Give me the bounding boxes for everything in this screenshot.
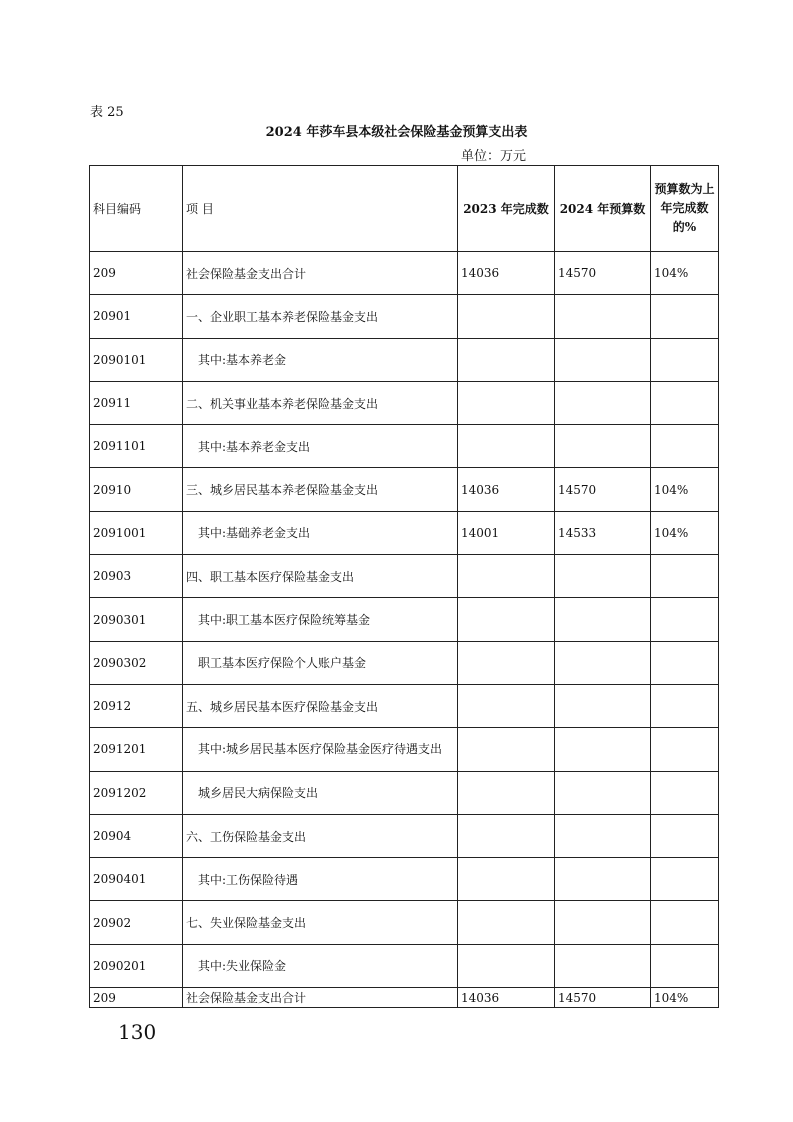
table-row	[90, 555, 719, 598]
row-completed-2023: 14001	[458, 511, 555, 554]
row-code: 209	[90, 988, 183, 1008]
table-row	[90, 252, 719, 295]
row-code: 2091201	[90, 728, 183, 771]
row-ratio	[651, 728, 719, 771]
row-item: 二、机关事业基本养老保险基金支出	[183, 381, 458, 424]
row-item-text: 其中:工伤保险待遇	[198, 872, 299, 887]
row-item	[183, 728, 458, 771]
row-completed-2023	[458, 858, 555, 901]
row-completed-2023	[458, 555, 555, 598]
row-item: 七、失业保险基金支出	[183, 901, 458, 944]
row-budget-2024: 14570	[555, 988, 651, 1008]
header-code: 科目编码	[90, 166, 183, 252]
table-row	[90, 381, 719, 424]
row-budget-2024	[555, 641, 651, 684]
row-item	[183, 944, 458, 987]
row-ratio	[651, 814, 719, 857]
row-budget-2024	[555, 728, 651, 771]
row-code: 20911	[90, 381, 183, 424]
row-completed-2023	[458, 381, 555, 424]
row-completed-2023: 14036	[458, 468, 555, 511]
row-completed-2023	[458, 338, 555, 381]
row-completed-2023	[458, 901, 555, 944]
table-row	[90, 901, 719, 944]
row-code: 2090401	[90, 858, 183, 901]
table-row	[90, 988, 719, 1008]
row-code: 20904	[90, 814, 183, 857]
row-completed-2023	[458, 425, 555, 468]
row-budget-2024	[555, 771, 651, 814]
table-header-row	[90, 166, 719, 252]
row-item-text: 其中:基本养老金	[198, 353, 287, 368]
row-code: 209	[90, 252, 183, 295]
row-code: 20912	[90, 684, 183, 727]
row-completed-2023: 14036	[458, 988, 555, 1008]
row-ratio	[651, 381, 719, 424]
row-item: 社会保险基金支出合计	[183, 252, 458, 295]
row-item	[183, 641, 458, 684]
unit-label: 单位：万元	[461, 149, 527, 164]
row-budget-2024	[555, 944, 651, 987]
row-item	[183, 771, 458, 814]
row-ratio	[651, 684, 719, 727]
row-budget-2024	[555, 684, 651, 727]
table-row	[90, 468, 719, 511]
table-row	[90, 511, 719, 554]
row-completed-2023	[458, 944, 555, 987]
row-code: 20901	[90, 295, 183, 338]
row-ratio	[651, 338, 719, 381]
row-budget-2024	[555, 425, 651, 468]
header-budget-2024: 2024 年预算数	[555, 166, 651, 252]
row-ratio	[651, 901, 719, 944]
row-budget-2024	[555, 858, 651, 901]
row-ratio: 104%	[651, 252, 719, 295]
row-code: 20902	[90, 901, 183, 944]
row-item-text: 其中:基础养老金支出	[198, 526, 311, 541]
row-item: 社会保险基金支出合计	[183, 988, 458, 1008]
row-item	[183, 338, 458, 381]
header-item: 项 目	[183, 166, 458, 252]
row-code: 2090101	[90, 338, 183, 381]
row-code: 2091001	[90, 511, 183, 554]
row-completed-2023	[458, 814, 555, 857]
row-completed-2023	[458, 641, 555, 684]
row-item: 四、职工基本医疗保险基金支出	[183, 555, 458, 598]
row-ratio	[651, 555, 719, 598]
table-row	[90, 641, 719, 684]
row-ratio: 104%	[651, 988, 719, 1008]
row-item-text: 职工基本医疗保险个人账户基金	[198, 656, 367, 671]
budget-expenditure-table	[89, 165, 719, 1008]
row-item: 三、城乡居民基本养老保险基金支出	[183, 468, 458, 511]
row-ratio	[651, 944, 719, 987]
header-ratio: 预算数为上年完成数的%	[651, 166, 719, 252]
row-ratio	[651, 425, 719, 468]
row-ratio: 104%	[651, 511, 719, 554]
row-code: 2090201	[90, 944, 183, 987]
header-completed-2023: 2023 年完成数	[458, 166, 555, 252]
row-budget-2024	[555, 901, 651, 944]
row-code: 20910	[90, 468, 183, 511]
table-row	[90, 944, 719, 987]
row-code: 2090302	[90, 641, 183, 684]
row-ratio: 104%	[651, 468, 719, 511]
table-row	[90, 728, 719, 771]
row-item-text: 其中:城乡居民基本医疗保险基金医疗待遇支出	[198, 741, 443, 756]
row-completed-2023	[458, 728, 555, 771]
row-completed-2023	[458, 684, 555, 727]
table-row	[90, 598, 719, 641]
page-title: 2024 年莎车县本级社会保险基金预算支出表	[265, 125, 528, 140]
row-item: 一、企业职工基本养老保险基金支出	[183, 295, 458, 338]
row-budget-2024	[555, 555, 651, 598]
row-item	[183, 511, 458, 554]
table-row	[90, 684, 719, 727]
row-ratio	[651, 858, 719, 901]
row-budget-2024: 14570	[555, 468, 651, 511]
row-budget-2024	[555, 295, 651, 338]
row-item-text: 其中:失业保险金	[198, 959, 287, 974]
row-completed-2023	[458, 771, 555, 814]
row-completed-2023: 14036	[458, 252, 555, 295]
table-row	[90, 295, 719, 338]
row-item: 五、城乡居民基本医疗保险基金支出	[183, 684, 458, 727]
table-row	[90, 771, 719, 814]
row-ratio	[651, 295, 719, 338]
row-completed-2023	[458, 295, 555, 338]
row-code: 20903	[90, 555, 183, 598]
row-item	[183, 598, 458, 641]
row-item-text: 其中:职工基本医疗保险统筹基金	[198, 613, 371, 628]
row-code: 2090301	[90, 598, 183, 641]
row-ratio	[651, 771, 719, 814]
row-code: 2091202	[90, 771, 183, 814]
row-budget-2024	[555, 814, 651, 857]
row-budget-2024	[555, 381, 651, 424]
table-row	[90, 814, 719, 857]
table-number-label: 表 25	[90, 105, 124, 120]
row-ratio	[651, 598, 719, 641]
row-item	[183, 858, 458, 901]
row-item	[183, 425, 458, 468]
row-completed-2023	[458, 598, 555, 641]
table-row	[90, 338, 719, 381]
table-row	[90, 858, 719, 901]
row-item: 六、工伤保险基金支出	[183, 814, 458, 857]
table-row	[90, 425, 719, 468]
page-number: 130	[118, 1020, 157, 1044]
row-budget-2024: 14533	[555, 511, 651, 554]
row-budget-2024	[555, 338, 651, 381]
row-code: 2091101	[90, 425, 183, 468]
row-item-text: 城乡居民大病保险支出	[198, 786, 319, 801]
row-item-text: 其中:基本养老金支出	[198, 439, 311, 454]
row-ratio	[651, 641, 719, 684]
row-budget-2024	[555, 598, 651, 641]
row-budget-2024: 14570	[555, 252, 651, 295]
